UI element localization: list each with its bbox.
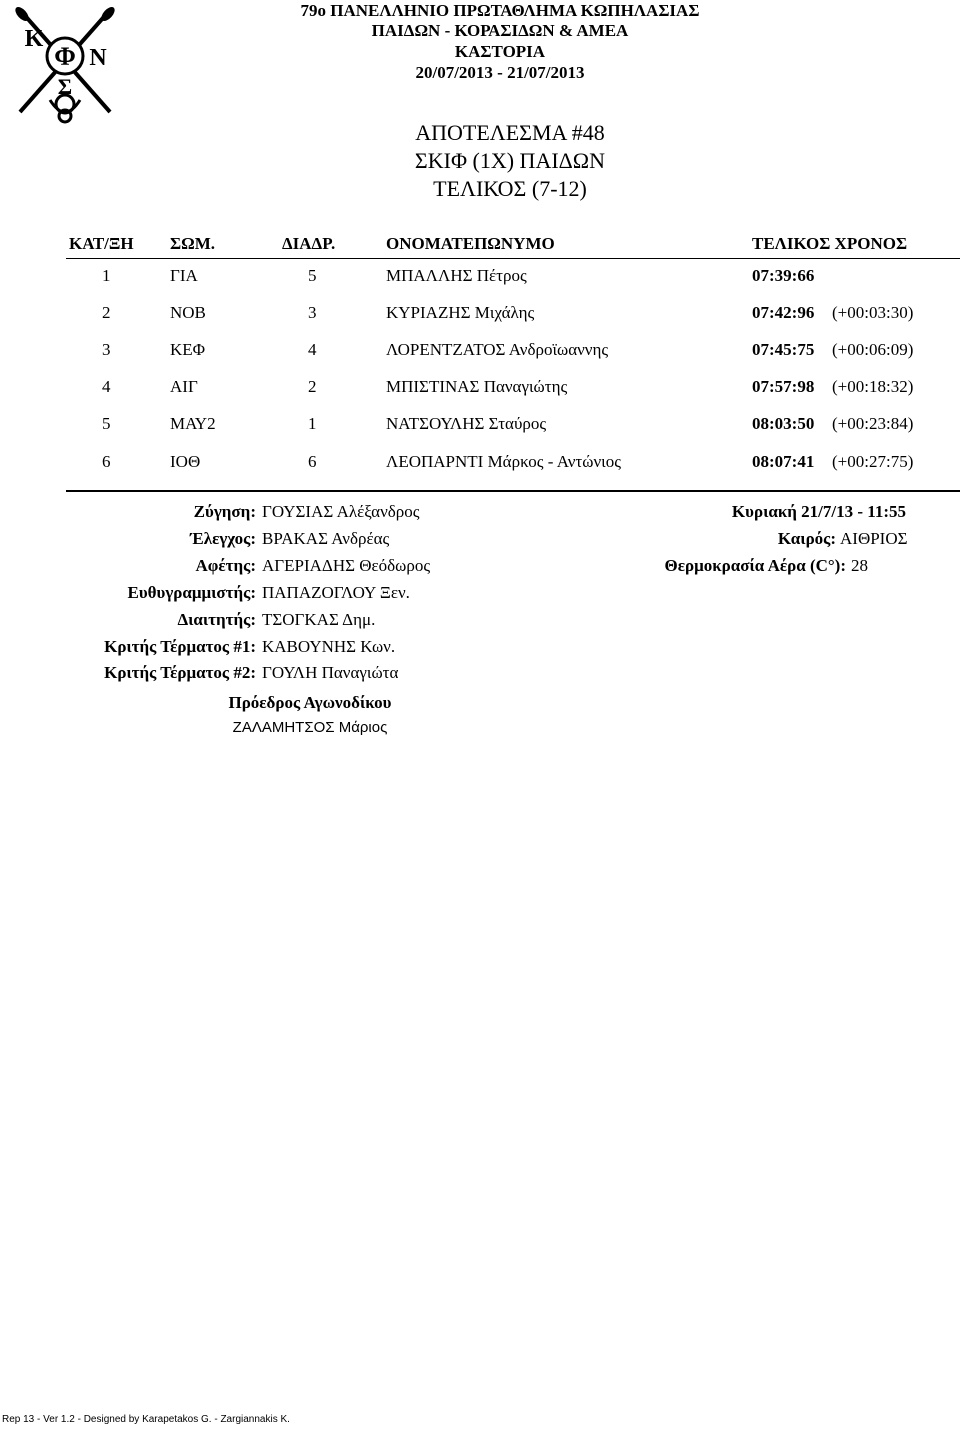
diff-cell: (+00:03:30) <box>832 303 914 322</box>
time-cell: 07:42:96 <box>752 303 815 322</box>
place-cell: 3 <box>102 340 111 359</box>
club-cell: ΜΑΥ2 <box>170 414 216 433</box>
table-row <box>0 266 960 290</box>
weather-value: ΑΙΘΡΙΟΣ <box>840 529 908 548</box>
time-cell: 08:07:41 <box>752 452 815 471</box>
place-cell: 6 <box>102 452 111 471</box>
table-row <box>0 452 960 476</box>
diff-cell: (+00:18:32) <box>832 377 914 396</box>
name-cell: ΝΑΤΣΟΥΛΗΣ Σταύρος <box>386 414 547 433</box>
official-value: ΓΟΥΣΙΑΣ Αλέξανδρος <box>262 502 420 521</box>
place-cell: 1 <box>102 266 111 285</box>
official-label: Κριτής Τέρματος #2: <box>104 663 256 682</box>
championship-location: ΚΑΣΤΟΡΙΑ <box>454 42 546 61</box>
official-label: Ευθυγραμμιστής: <box>127 583 256 602</box>
column-header-name: ΟΝΟΜΑΤΕΠΩΝΥΜΟ <box>386 234 555 253</box>
column-header-lane: ΔΙΑΔΡ. <box>282 234 336 253</box>
official-value: ΚΑΒΟΥΝΗΣ Κων. <box>262 637 396 656</box>
lane-cell: 2 <box>308 377 317 396</box>
official-label: Κριτής Τέρματος #1: <box>104 637 256 656</box>
president-label: Πρόεδρος Αγωνοδίκου <box>228 693 392 712</box>
club-cell: ΓΙΑ <box>170 266 198 285</box>
official-value: ΓΟΥΛΗ Παναγιώτα <box>262 663 399 682</box>
championship-title: 79ο ΠΑΝΕΛΛΗΝΙΟ ΠΡΩΤΑΘΛΗΜΑ ΚΩΠΗΛΑΣΙΑΣ <box>300 1 700 20</box>
official-label: Αφέτης: <box>195 556 256 575</box>
lane-cell: 3 <box>308 303 317 322</box>
official-value: ΑΓΕΡΙΑΔΗΣ Θεόδωρος <box>262 556 431 575</box>
logo-letter: Φ <box>54 42 76 71</box>
club-cell: ΙΟΘ <box>170 452 201 471</box>
championship-category: ΠΑΙΔΩΝ - ΚΟΡΑΣΙΔΩΝ & ΑΜΕΑ <box>371 21 629 40</box>
official-value: ΒΡΑΚΑΣ Ανδρέας <box>262 529 390 548</box>
result-number: ΑΠΟΤΕΛΕΣΜΑ #48 <box>415 120 605 145</box>
table-row <box>0 340 960 364</box>
diff-cell: (+00:06:09) <box>832 340 914 359</box>
diff-cell: (+00:27:75) <box>832 452 914 471</box>
official-label: Ζύγηση: <box>193 502 256 521</box>
logo-letter: Σ <box>57 74 73 99</box>
oars-emblem-icon <box>10 4 120 128</box>
table-row <box>0 377 960 401</box>
report-footer: Rep 13 - Ver 1.2 - Designed by Karapetakos G. - Zargiannakis K. <box>2 1414 290 1425</box>
name-cell: ΚΥΡΙΑΖΗΣ Μιχάλης <box>386 303 535 322</box>
club-cell: ΝΟΒ <box>170 303 206 322</box>
place-cell: 2 <box>102 303 111 322</box>
weather-label: Καιρός: <box>777 529 836 548</box>
time-cell: 07:57:98 <box>752 377 815 396</box>
column-header-time: ΤΕΛΙΚΟΣ ΧΡΟΝΟΣ <box>752 234 908 253</box>
time-cell: 07:45:75 <box>752 340 815 359</box>
air-temperature-value: 28 <box>851 556 868 575</box>
lane-cell: 5 <box>308 266 317 285</box>
official-label: Διαιτητής: <box>177 610 256 629</box>
official-label: Έλεγχος: <box>190 529 256 548</box>
logo-letter: Κ <box>24 26 44 52</box>
column-header-club: ΣΩΜ. <box>170 234 216 253</box>
race-datetime: Κυριακή 21/7/13 - 11:55 <box>731 502 906 521</box>
name-cell: ΜΠΙΣΤΙΝΑΣ Παναγιώτης <box>386 377 568 396</box>
name-cell: ΜΠΑΛΛΗΣ Πέτρος <box>386 266 527 285</box>
president-name: ΖΑΛΑΜΗΤΣΟΣ Μάριος <box>232 719 388 736</box>
table-row <box>0 303 960 327</box>
time-cell: 08:03:50 <box>752 414 815 433</box>
club-cell: ΑΙΓ <box>170 377 198 396</box>
place-cell: 4 <box>102 377 111 396</box>
club-cell: ΚΕΦ <box>170 340 206 359</box>
official-value: ΤΣΟΓΚΑΣ Δημ. <box>262 610 376 629</box>
name-cell: ΛΟΡΕΝΤΖΑΤΟΣ Ανδροϊωαννης <box>386 340 609 359</box>
column-header-place: ΚΑΤ/ΞΗ <box>69 234 134 253</box>
lane-cell: 4 <box>308 340 317 359</box>
championship-dates: 20/07/2013 - 21/07/2013 <box>415 63 585 82</box>
name-cell: ΛΕΟΠΑΡΝΤΙ Μάρκος - Αντώνιος <box>386 452 621 471</box>
race-phase: ΤΕΛΙΚΟΣ (7-12) <box>433 176 587 201</box>
federation-logo <box>10 4 120 128</box>
air-temperature-label: Θερμοκρασία Αέρα (C°): <box>664 556 846 575</box>
time-cell: 07:39:66 <box>752 266 815 285</box>
logo-letter: Ν <box>89 45 107 71</box>
diff-cell: (+00:23:84) <box>832 414 914 433</box>
header-divider <box>66 258 960 259</box>
results-divider <box>66 490 960 492</box>
lane-cell: 6 <box>308 452 317 471</box>
lane-cell: 1 <box>308 414 317 433</box>
table-row <box>0 414 960 438</box>
event-name: ΣΚΙΦ (1Χ) ΠΑΙΔΩΝ <box>414 148 606 173</box>
official-value: ΠΑΠΑΖΟΓΛΟΥ Ξεν. <box>262 583 410 602</box>
place-cell: 5 <box>102 414 111 433</box>
